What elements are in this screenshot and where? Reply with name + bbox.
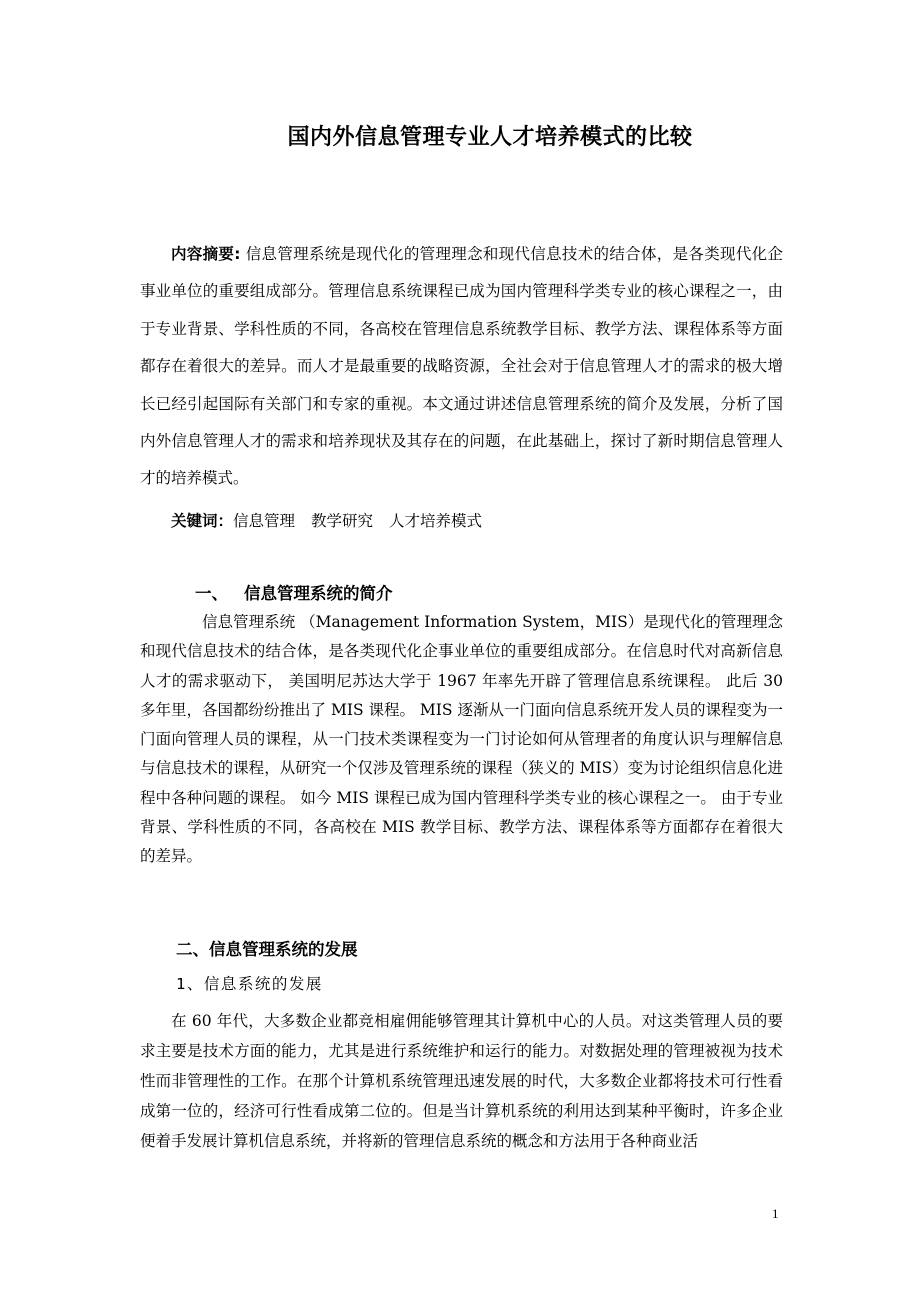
section-1-number: 一、: [195, 584, 228, 603]
keyword-item: 人才培养模式: [389, 512, 483, 530]
keyword-item: 教学研究: [311, 512, 374, 530]
abstract-label: 内容摘要:: [171, 245, 241, 263]
document-title: 国内外信息管理专业人才培养模式的比较: [287, 125, 693, 150]
section-2-paragraph: 在 60 年代，大多数企业都竞相雇佣能够管理其计算机中心的人员。对这类管理人员的要求主要是技术方面的能力，尤其是进行系统维护和运行的能力。对数据处理的管理被视为技术性而非管理性的工作。在那个计算机系统管理迅速发展的时代，大多数企业都将技术可行性看成第一位的，经济可行性看成第二位的。但是当计算机系统的利用达到某种平衡时，许多企业便着手发展计算机信息系统，并将新的管理信息系统的概念和方法用于各种商业活: [140, 1012, 783, 1150]
keywords-label: 关键词：: [171, 512, 234, 530]
section-1-heading: [195, 580, 393, 604]
keywords-line: [171, 506, 814, 536]
page-number: 1: [772, 1206, 779, 1221]
section-2-heading: 二、信息管理系统的发展: [176, 940, 358, 959]
abstract-paragraph: [140, 236, 783, 498]
abstract-text: 信息管理系统是现代化的管理理念和现代信息技术的结合体，是各类现代化企事业单位的重要组成部分。管理信息系统课程已成为国内管理科学类专业的核心课程之一，由于专业背景、学科性质的不同，各高校在管理信息系统教学目标、教学方法、课程体系等方面都存在着很大的差异。而人才是最重要的战略资源，全社会对于信息管理人才的需求的极大增长已经引起国际有关部门和专家的重视。本文通过讲述信息管理系统的简介及发展，分析了国内外信息管理人才的需求和培养现状及其存在的问题，在此基础上，探讨了新时期信息管理人才的培养模式。: [140, 245, 783, 488]
section-1-heading-text: 信息管理系统的简介: [244, 584, 393, 603]
section-1-paragraph: 信息管理系统 （Management Information System，MIS）是现代化的管理理念和现代信息技术的结合体，是各类现代化企事业单位的重要组成部分。在信息时代对高新信息人才的需求驱动下， 美国明尼苏达大学于 1967 年率先开辟了管理信息系统课程。 此后 30 多年里，各国都纷纷推出了 MIS 课程。 MIS 逐渐从一门面向信息系统开发人员的课程变为一门面向管理人员的课程，从一门技术类课程变为一门讨论如何从管理者的角度认识与理解信息与信息技术的课程，从研究一个仅涉及管理系统的课程（狭义的 MIS）变为讨论组织信息化进程中各种问题的课程。 如今 MIS 课程已成为国内管理科学类专业的核心课程之一。 由于专业背景、学科性质的不同，各高校在 MIS 教学目标、教学方法、课程体系等方面都存在着很大的差异。: [140, 613, 783, 866]
section-2-subheading: 1、信息系统的发展: [176, 975, 323, 993]
keyword-item: 信息管理: [233, 512, 296, 530]
